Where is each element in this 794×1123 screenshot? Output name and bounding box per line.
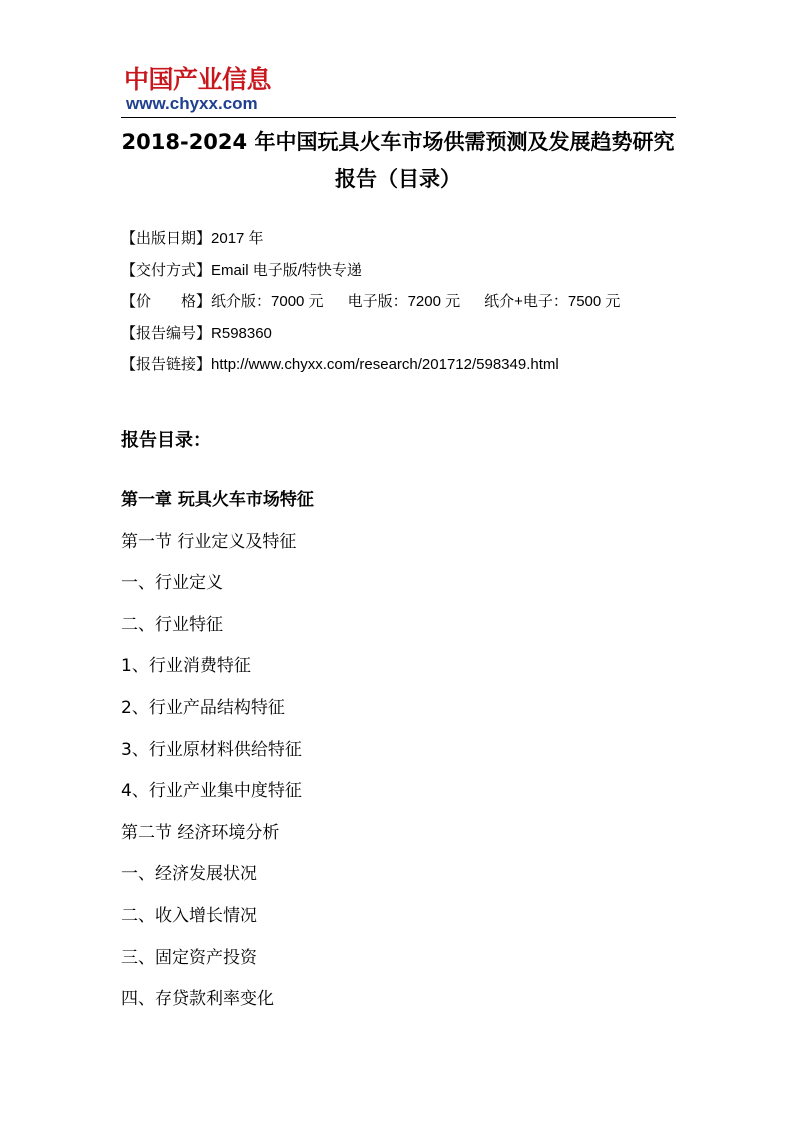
toc-item: 一、经济发展状况 xyxy=(121,864,257,885)
meta-delivery xyxy=(121,258,681,290)
toc-item: 三、固定资产投资 xyxy=(121,947,257,968)
toc-section: 第一节 行业定义及特征 xyxy=(121,531,297,552)
meta-link xyxy=(121,352,681,384)
report-meta xyxy=(121,226,681,384)
toc-chapter: 第一章 玩具火车市场特征 xyxy=(121,490,314,510)
meta-delivery-value: Email 电子版/特快专递 xyxy=(211,261,362,279)
meta-delivery-label: 【交付方式】 xyxy=(121,260,212,279)
toc-item: 二、收入增长情况 xyxy=(121,905,257,926)
meta-price-both: 纸介+电子：7500 元 xyxy=(484,293,621,310)
meta-date xyxy=(121,226,681,258)
meta-price-electronic: 电子版：7200 元 xyxy=(347,293,461,310)
toc-heading: 报告目录： xyxy=(121,430,211,451)
meta-link-label: 【报告链接】 xyxy=(121,355,212,373)
logo-text: 中国产业信息 xyxy=(124,65,272,94)
header-divider xyxy=(121,117,676,118)
meta-date-label: 【出版日期】 xyxy=(121,229,212,247)
toc-item: 4、行业产业集中度特征 xyxy=(121,781,302,802)
logo-url: www.chyxx.com xyxy=(126,94,258,113)
meta-price-paper: 纸介版：7000 元 xyxy=(211,293,324,310)
toc-item: 2、行业产品结构特征 xyxy=(121,697,285,718)
meta-date-value: 2017 年 xyxy=(211,230,264,247)
meta-price-label: 【价 格】 xyxy=(121,292,212,310)
toc-section: 第二节 经济环境分析 xyxy=(121,822,280,843)
report-title: 2018-2024 年中国玩具火车市场供需预测及发展趋势研究报告（目录） xyxy=(121,130,675,191)
meta-price xyxy=(121,289,681,321)
table-of-contents xyxy=(121,486,681,1027)
toc-item: 1、行业消费特征 xyxy=(121,656,251,677)
meta-code-label: 【报告编号】 xyxy=(121,323,212,342)
toc-item: 3、行业原材料供给特征 xyxy=(121,739,302,760)
toc-item: 二、行业特征 xyxy=(121,614,223,635)
meta-code-value: R598360 xyxy=(211,324,272,342)
meta-code xyxy=(121,321,681,353)
toc-item: 四、存贷款利率变化 xyxy=(121,989,274,1010)
meta-link-value[interactable]: http://www.chyxx.com/research/201712/598349.html xyxy=(211,356,559,373)
toc-item: 一、行业定义 xyxy=(121,573,223,594)
